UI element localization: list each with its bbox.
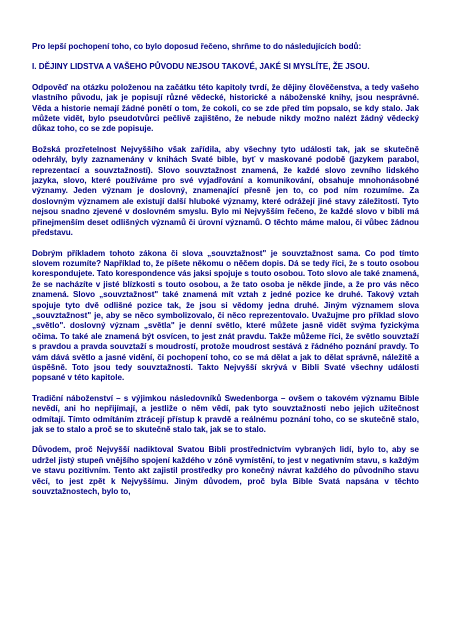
paragraph-5: Důvodem, proč Nejvyšší nadiktoval Svatou Bibli prostřednictvím vybraných lidí, bylo to, aby se udržel jistý stupeň vnějšího spojení každého v zóně vymístění, to jest v negativním stavu, s každým ve stavu pozitivním. Tento akt zajistil prostředky pro konečný návrat každého do původního stavu věcí, to jest zpět k Nejvyššímu. Jiným důvodem, proč byla Bible Svatá napsána v těchto souvztažnostech, bylo to, [32, 445, 419, 497]
paragraph-2: Božská prozřetelnost Nejvyššího však zařídila, aby všechny tyto události tak, jak se skutečně odehrály, byly zaznamenány v knihách Svaté bible, byť v maskované podobě (jazykem parabol, reprezentací a souvztažností). Slovo souvztažnost znamená, že každé slovo zevního lidského jazyka, slovo, které používáme pro své vyjadřování a komunikování, obsahuje mnohonásobné významy. Jeden význam je doslovný, znamenající přesně jen to, co pod ním rozumíme. Za doslovným významem ale existují další hluboké významy, které odrážejí jiné stavy záležitostí. Tyto nejsou snadno zjevené v doslovném smyslu. Bylo mi Nejvyšším řečeno, že každé slovo v bibli má přinejmenším deset odlišných významů či úrovní významů. O těchto máme malou, či vůbec žádnou představu. [32, 144, 419, 238]
paragraph-3: Dobrým příkladem tohoto zákona či slova „souvztažnost" je souvztažnost sama. Co pod tímto slovem rozumíte? Například to, že píšete někomu o něčem dopis. Dá se tedy říci, že s touto osobou korespondujete. Tato korespondence vás jaksi spojuje s touto osobou. Toto slovo ale také znamená, že se nacházíte v jisté blízkosti s touto osobou, a že tato osoba je někde jinde, a že pro vás něco znamená. Slovo „souvztažnost" také znamená mít vztah z jedné pozice ke druhé. Takový vztah spojuje tyto dvě odlišné pozice tak, že jsou si vědomy jedna druhé. Jiným významem slova „souvztažnost" je, aby se něco symbolizovalo, či něco reprezentovalo. Uvažujme pro příklad slovo „světlo". doslovný význam „světla" je denní světlo, které můžete jasně vidět svýma fyzickýma očima. To také ale znamená být osvícen, to jest znát pravdu. Takže můžeme říci, že světlo souvztaží s pravdou a pravda souvztaží s moudrostí, protože moudrost sestává z řádného poznání pravdy. To vám dává světlo a jasné vidění, či pochopení toho, co se má dělat a jak to dělat správně, náležitě a úspěšně. Toto jsou tedy souvztažnosti. Takto Nejvyšší skrývá v Bibli Svaté všechny události popsané v této kapitole. [32, 248, 419, 383]
paragraph-1: Odpověď na otázku položenou na začátku této kapitoly tvrdí, že dějiny člověčenstva, a tedy vašeho vlastního původu, jak je popisují různé vědecké, historické a náboženské knihy, jsou nesprávné. Věda a historie nemají žádné ponětí o tom, že cokoli, co se zde před tím popsalo, se kdy stalo. Jak můžete vidět, bylo pseudotvůrci pečlivě zajištěno, že nebude nikdy možno nalézt žádný vědecký důkaz toho, co se zde popisuje. [32, 82, 419, 134]
intro-text: Pro lepší pochopení toho, co bylo doposud řečeno, shrňme to do následujících bodů: [32, 42, 362, 51]
paragraph-4: Tradiční náboženství – s výjimkou následovníků Swedenborga – ovšem o takovém významu Bible nevědí, ani ho nepřijímají, a jestliže o něm vědí, pak tyto souvztažnosti nebo jejich užitečnost odmítají. Tímto odmítáním ztrácejí přístup k pravdě a reálnému poznání toho, co se skutečně stalo, jak se to stalo a proč se to skutečně stalo tak, jak se to stalo. [32, 393, 419, 434]
document-page [32, 42, 419, 497]
section-heading: I. DĚJINY LIDSTVA A VAŠEHO PŮVODU NEJSOU TAKOVÉ, JAKÉ SI MYSLÍTE, ŽE JSOU. [32, 62, 370, 72]
